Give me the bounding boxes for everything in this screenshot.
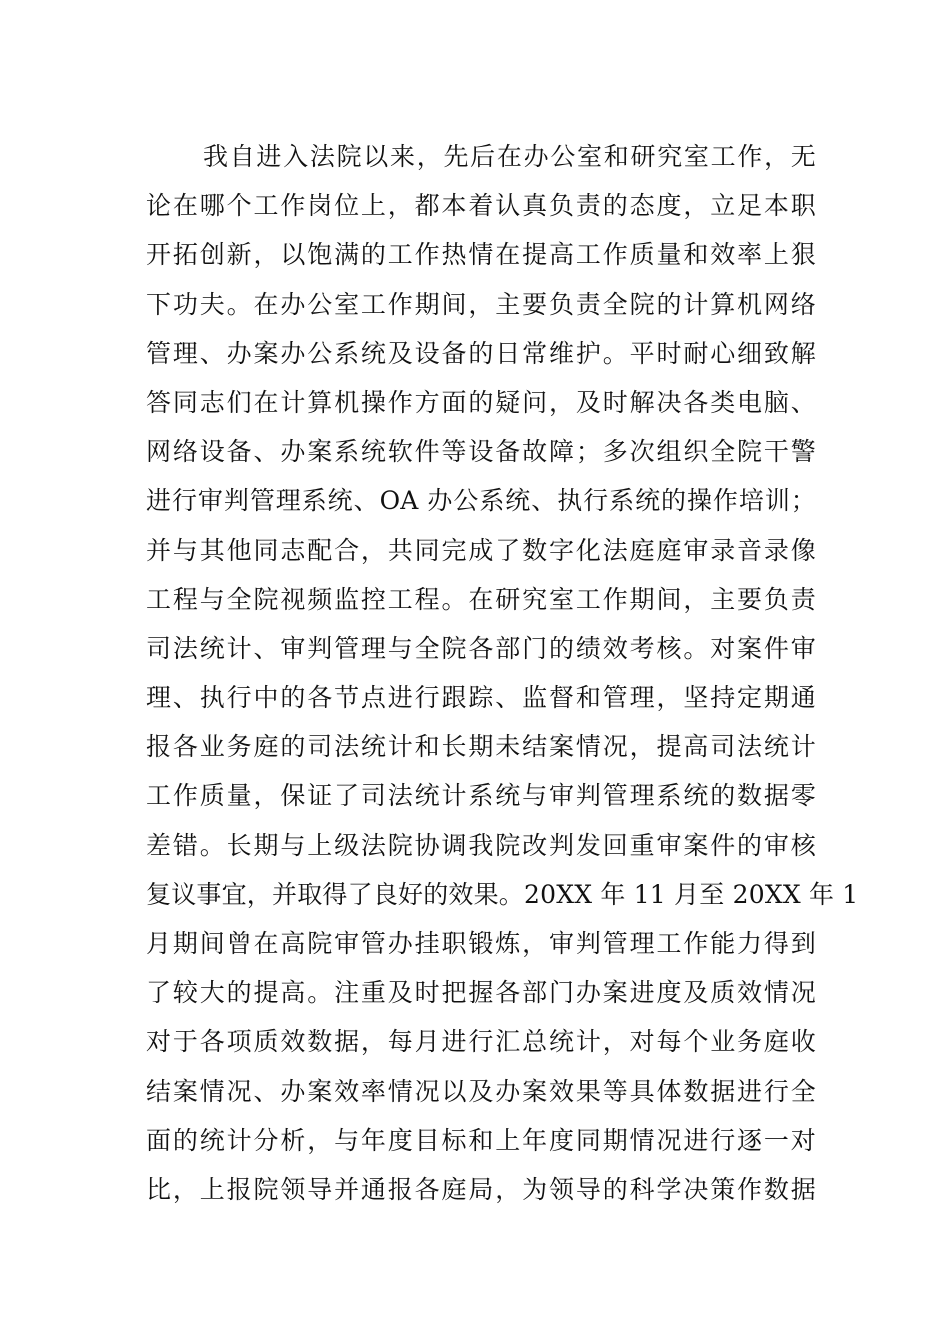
paragraph-line: 论在哪个工作岗位上，都本着认真负责的态度，立足本职: [146, 191, 816, 221]
paragraph-line: 对于各项质效数据，每月进行汇总统计，对每个业务庭收: [146, 1027, 816, 1057]
paragraph-line: 并与其他同志配合，共同完成了数字化法庭庭审录音录像: [146, 535, 816, 565]
paragraph-line: 月期间曾在高院审管办挂职锻炼，审判管理工作能力得到: [146, 929, 816, 958]
paragraph-line: 理、执行中的各节点进行跟踪、监督和管理，坚持定期通: [146, 683, 816, 713]
paragraph-line: 面的统计分析，与年度目标和上年度同期情况进行逐一对: [146, 1125, 816, 1155]
paragraph-line: 工程与全院视频监控工程。在研究室工作期间，主要负责: [146, 584, 816, 614]
paragraph-line: 进行审判管理系统、OA 办公系统、执行系统的操作培训；: [146, 486, 816, 516]
paragraph-line: 答同志们在计算机操作方面的疑问，及时解决各类电脑、: [146, 387, 816, 417]
paragraph-line: 报各业务庭的司法统计和长期未结案情况，提高司法统计: [146, 732, 816, 762]
paragraph-line: 比，上报院领导并通报各庭局，为领导的科学决策作数据: [146, 1174, 816, 1204]
paragraph-line: 下功夫。在办公室工作期间，主要负责全院的计算机网络: [146, 289, 816, 319]
paragraph-line: 复议事宜，并取得了良好的效果。20XX 年 11 月至 20XX 年 1: [146, 879, 859, 909]
paragraph-line: 管理、办案办公系统及设备的日常维护。平时耐心细致解: [146, 338, 816, 368]
paragraph-line: 了较大的提高。注重及时把握各部门办案进度及质效情况: [146, 978, 816, 1008]
paragraph-line: 司法统计、审判管理与全院各部门的绩效考核。对案件审: [146, 633, 816, 663]
body-paragraph: [146, 132, 859, 1214]
paragraph-line: 网络设备、办案系统软件等设备故障；多次组织全院干警: [146, 437, 816, 467]
paragraph-line: 差错。长期与上级法院协调我院改判发回重审案件的审核: [146, 830, 816, 860]
paragraph-line: 工作质量，保证了司法统计系统与审判管理系统的数据零: [146, 781, 816, 811]
paragraph-line: 开拓创新，以饱满的工作热情在提高工作质量和效率上狠: [146, 240, 816, 270]
paragraph-line: 我自进入法院以来，先后在办公室和研究室工作，无: [203, 142, 816, 171]
paragraph-line: 结案情况、办案效率情况以及办案效果等具体数据进行全: [146, 1076, 816, 1106]
